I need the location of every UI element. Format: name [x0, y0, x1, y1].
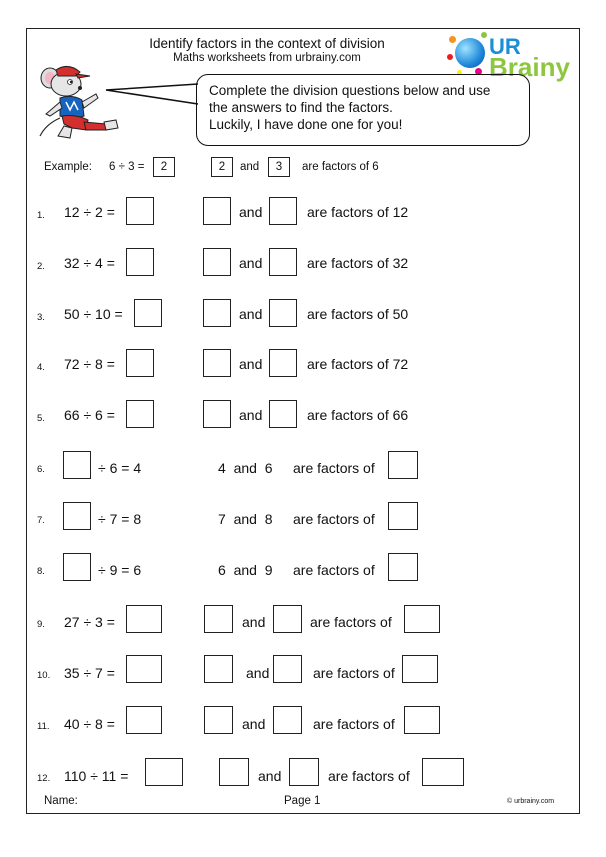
factor-box[interactable] [204, 655, 233, 683]
answer-box[interactable] [126, 655, 162, 683]
question-row [0, 299, 606, 329]
globe-icon [455, 38, 485, 68]
page-number: Page 1 [284, 795, 321, 807]
factor-box[interactable] [269, 248, 297, 276]
factors-suffix: are factors of 72 [307, 356, 409, 372]
answer-box[interactable] [126, 248, 154, 276]
multiple-box[interactable] [388, 553, 418, 581]
factor-box[interactable] [203, 400, 231, 428]
factor-box[interactable] [203, 299, 231, 327]
question-expression: 50 ÷ 10 = [64, 306, 123, 322]
and-label: and [239, 204, 263, 220]
logo-brainy-text: Brainy [489, 52, 570, 82]
factors-suffix: are factors of 50 [307, 306, 409, 322]
question-expression: ÷ 9 = 6 [98, 562, 142, 578]
question-number: 2. [37, 261, 45, 272]
factor-box[interactable] [203, 349, 231, 377]
example-factor-box: 2 [211, 157, 233, 177]
factor-box[interactable] [204, 605, 233, 633]
question-number: 1. [37, 210, 45, 221]
dot-icon [449, 36, 456, 43]
multiple-box[interactable] [388, 502, 418, 530]
and-label: and [258, 768, 282, 784]
example-answer-box: 2 [153, 157, 175, 177]
dot-icon [481, 32, 487, 38]
question-number: 3. [37, 312, 45, 323]
factor-box[interactable] [269, 400, 297, 428]
question-expression: ÷ 6 = 4 [98, 460, 142, 476]
dividend-box[interactable] [63, 553, 91, 581]
speech-bubble [196, 74, 530, 146]
multiple-box[interactable] [404, 706, 440, 734]
and-label: and [242, 614, 266, 630]
question-number: 11. [37, 721, 50, 732]
answer-box[interactable] [134, 299, 162, 327]
question-number: 4. [37, 362, 45, 373]
example-factor-box: 3 [268, 157, 290, 177]
answer-box[interactable] [126, 605, 162, 633]
question-expression: 35 ÷ 7 = [64, 665, 115, 681]
and-label: and [239, 306, 263, 322]
speech-line: Complete the division questions below and use [209, 83, 491, 98]
answer-box[interactable] [126, 197, 154, 225]
page-subtitle: Maths worksheets from urbrainy.com [173, 52, 361, 64]
question-expression: 32 ÷ 4 = [64, 255, 115, 271]
factors-suffix: are factors of [328, 768, 410, 784]
and-label: and [246, 665, 270, 681]
speech-line: the answers to find the factors. [209, 100, 393, 115]
question-expression: 72 ÷ 8 = [64, 356, 115, 372]
question-number: 5. [37, 413, 45, 424]
given-factors: 4 and 6 [218, 460, 273, 476]
factor-box[interactable] [204, 706, 233, 734]
answer-box[interactable] [126, 400, 154, 428]
factor-box[interactable] [219, 758, 249, 786]
page-title: Identify factors in the context of division [149, 36, 385, 51]
factor-box[interactable] [269, 299, 297, 327]
multiple-box[interactable] [402, 655, 438, 683]
speech-line: Luckily, I have done one for you! [209, 117, 403, 132]
factors-suffix: are factors of 12 [307, 204, 409, 220]
question-expression: 40 ÷ 8 = [64, 716, 115, 732]
factor-box[interactable] [203, 248, 231, 276]
question-row [0, 758, 606, 788]
factor-box[interactable] [273, 605, 302, 633]
question-number: 9. [37, 619, 45, 630]
copyright-notice: © urbrainy.com [507, 798, 555, 805]
and-label: and [242, 716, 266, 732]
question-number: 8. [37, 566, 45, 577]
question-number: 6. [37, 464, 45, 475]
dot-icon [447, 54, 453, 60]
logo-ur-text: UR [489, 34, 521, 59]
name-label: Name: [44, 795, 78, 807]
factors-suffix: are factors of [313, 716, 395, 732]
and-label: and [239, 356, 263, 372]
answer-box[interactable] [145, 758, 183, 786]
question-number: 7. [37, 515, 45, 526]
question-row [0, 197, 606, 227]
and-label: and [239, 255, 263, 271]
example-label: Example: [44, 161, 92, 173]
dividend-box[interactable] [63, 502, 91, 530]
and-label: and [239, 407, 263, 423]
question-row [0, 349, 606, 379]
factor-box[interactable] [269, 197, 297, 225]
question-number: 10. [37, 670, 51, 681]
answer-box[interactable] [126, 706, 162, 734]
dividend-box[interactable] [63, 451, 91, 479]
question-expression: 110 ÷ 11 = [64, 768, 129, 784]
multiple-box[interactable] [404, 605, 440, 633]
factors-suffix: are factors of [293, 562, 375, 578]
multiple-box[interactable] [388, 451, 418, 479]
example-row [0, 155, 606, 185]
question-row [0, 400, 606, 430]
question-number: 12. [37, 773, 51, 784]
factor-box[interactable] [273, 655, 302, 683]
factor-box[interactable] [273, 706, 302, 734]
factors-suffix: are factors of [293, 511, 375, 527]
factor-box[interactable] [289, 758, 319, 786]
given-factors: 7 and 8 [218, 511, 273, 527]
example-and: and [240, 161, 260, 173]
factor-box[interactable] [269, 349, 297, 377]
question-row [0, 248, 606, 278]
multiple-box[interactable] [422, 758, 464, 786]
factors-suffix: are factors of 32 [307, 255, 409, 271]
question-row [0, 706, 606, 736]
answer-box[interactable] [126, 349, 154, 377]
question-row [0, 451, 606, 481]
example-suffix: are factors of 6 [302, 161, 379, 173]
question-expression: 66 ÷ 6 = [64, 407, 115, 423]
factors-suffix: are factors of [293, 460, 375, 476]
question-expression: 27 ÷ 3 = [64, 614, 115, 630]
factor-box[interactable] [203, 197, 231, 225]
given-factors: 6 and 9 [218, 562, 273, 578]
speech-tail [104, 82, 200, 112]
question-row [0, 605, 606, 635]
question-row [0, 553, 606, 583]
factors-suffix: are factors of 66 [307, 407, 409, 423]
question-expression: ÷ 7 = 8 [98, 511, 142, 527]
question-row [0, 655, 606, 685]
example-equation: 6 ÷ 3 = [109, 161, 145, 173]
question-expression: 12 ÷ 2 = [64, 204, 115, 220]
question-row [0, 502, 606, 532]
factors-suffix: are factors of [313, 665, 395, 681]
factors-suffix: are factors of [310, 614, 392, 630]
